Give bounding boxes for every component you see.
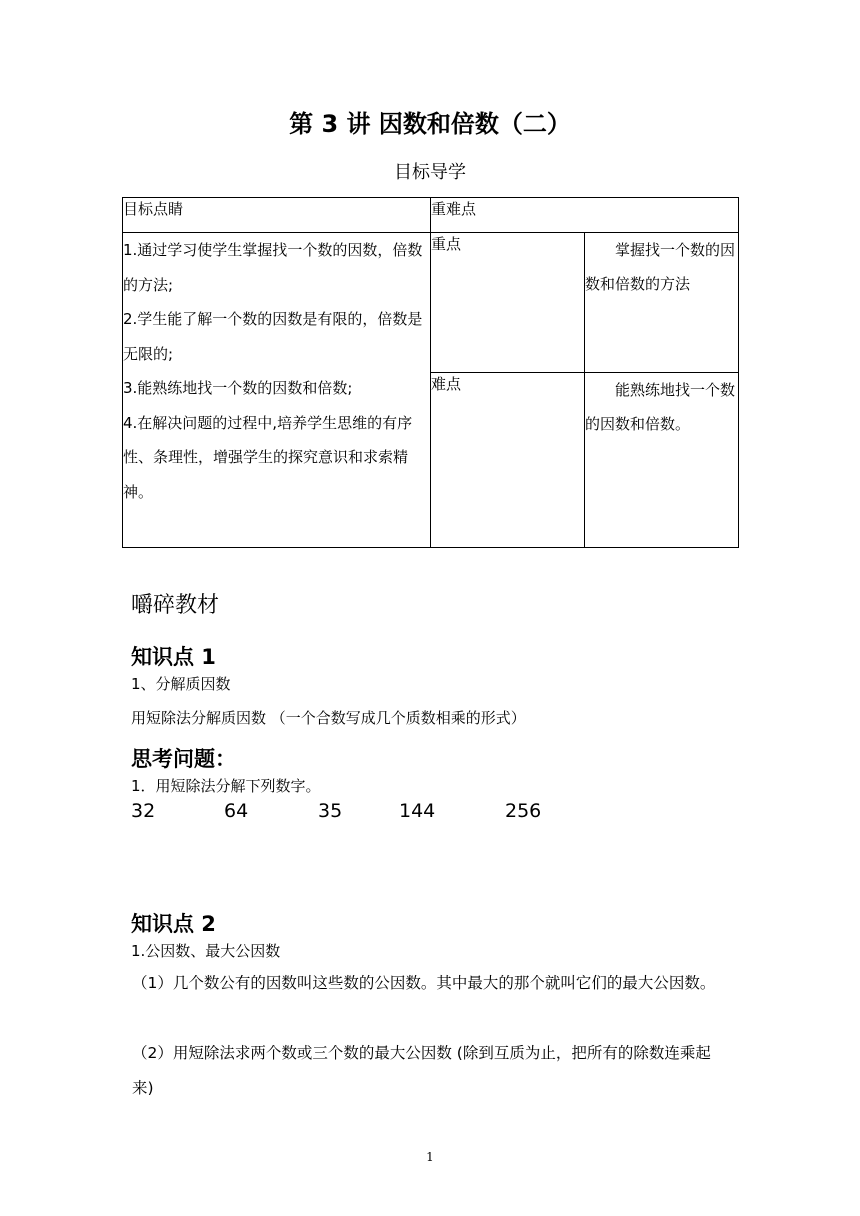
number-item: 64 — [224, 800, 249, 822]
knowledge-point-1-text: 用短除法分解质因数 （一个合数写成几个质数相乘的形式） — [131, 709, 526, 727]
knowledge-point-1-subheading: 1、分解质因数 — [131, 675, 231, 693]
page-number: 1 — [426, 1150, 434, 1164]
goal-item: 2.学生能了解一个数的因数是有限的，倍数是无限的; — [123, 310, 423, 363]
table-row-key — [123, 233, 739, 373]
number-item: 32 — [131, 800, 156, 822]
header-key-difficult: 重难点 — [431, 198, 739, 233]
goals-cell — [123, 233, 431, 548]
knowledge-point-2-subheading: 1.公因数、最大公因数 — [131, 942, 281, 960]
number-item: 144 — [399, 800, 436, 822]
knowledge-point-2-heading: 知识点 2 — [131, 912, 216, 936]
goal-item: 4.在解决问题的过程中,培养学生思维的有序性、条理性，增强学生的探究意识和求索精神。 — [123, 413, 413, 501]
page-title: 第 3 讲 因数和倍数（二） — [289, 110, 571, 138]
key-point-text: 掌握找一个数的因数和倍数的方法 — [585, 233, 739, 373]
think-question-text: 1．用短除法分解下列数字。 — [131, 777, 321, 795]
key-point-label: 重点 — [431, 233, 585, 373]
think-question-heading: 思考问题： — [131, 747, 236, 771]
number-item: 35 — [318, 800, 343, 822]
knowledge-point-2-paragraph-2: （2）用短除法求两个数或三个数的最大公因数 (除到互质为止，把所有的除数连乘起来) — [132, 1044, 711, 1097]
difficult-point-text: 能熟练地找一个数的因数和倍数。 — [585, 373, 739, 548]
knowledge-point-1-heading: 知识点 1 — [131, 645, 216, 669]
table-header-row — [123, 198, 739, 233]
number-item: 256 — [505, 800, 542, 822]
section-subtitle: 目标导学 — [394, 162, 466, 183]
knowledge-point-2-paragraph-1: （1）几个数公有的因数叫这些数的公因数。其中最大的那个就叫它们的最大公因数。 — [132, 974, 716, 992]
header-goals: 目标点睛 — [123, 198, 431, 233]
section-heading: 嚼碎教材 — [131, 593, 220, 618]
goal-item: 1.通过学习使学生掌握找一个数的因数，倍数的方法; — [123, 241, 423, 294]
difficult-point-label: 难点 — [431, 373, 585, 548]
goals-table — [122, 197, 739, 548]
goal-item: 3.能熟练地找一个数的因数和倍数; — [123, 379, 353, 398]
